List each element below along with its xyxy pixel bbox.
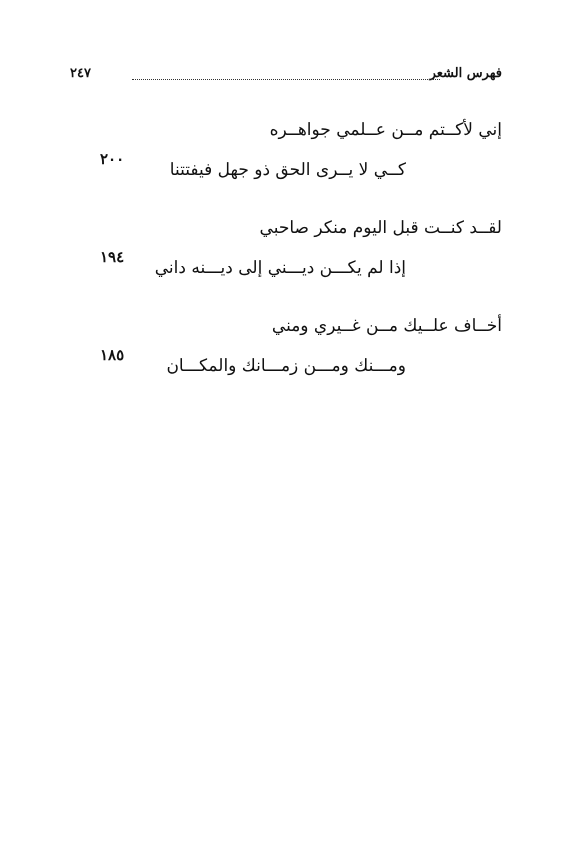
running-title: فهرس الشعر <box>429 66 502 81</box>
index-entry <box>70 216 502 314</box>
index-entry <box>70 118 502 216</box>
entry-page-number: ١٨٥ <box>100 346 125 364</box>
dotted-leader <box>132 79 440 80</box>
verse-first-hemistich: إني لأكــتم مــن عــلمي جواهــره <box>269 120 502 140</box>
verse-second-hemistich: ومـــنك ومـــن زمـــانك والمكـــان <box>166 356 406 376</box>
entry-page-number: ٢٠٠ <box>100 150 125 168</box>
verse-second-hemistich: كــي لا يــرى الحق ذو جهل فيفتتنا <box>169 160 406 180</box>
entry-page-number: ١٩٤ <box>100 248 125 266</box>
poetry-index <box>70 118 502 412</box>
page-number: ٢٤٧ <box>70 66 91 81</box>
verse-second-hemistich: إذا لم يكـــن ديـــني إلى ديـــنه داني <box>154 258 406 278</box>
verse-first-hemistich: أخــاف علــيك مــن غــيري ومني <box>271 316 502 336</box>
verse-first-hemistich: لقــد كنــت قبل اليوم منكر صاحبي <box>259 218 502 238</box>
index-entry <box>70 314 502 412</box>
page-header <box>70 66 502 88</box>
